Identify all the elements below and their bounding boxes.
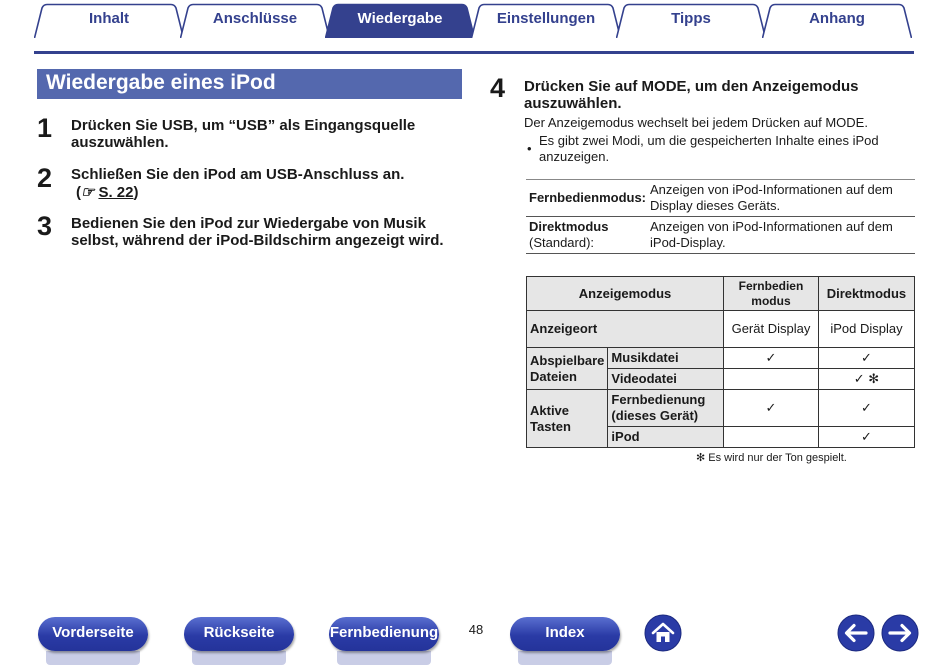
header-direktmodus: Direktmodus <box>818 277 914 311</box>
button-shadow <box>337 651 431 665</box>
arrow-right-icon <box>881 614 919 652</box>
row-group-aktive-tasten: Aktive Tasten <box>527 390 608 448</box>
tab-label: Anhang <box>809 10 865 27</box>
tab-einstellungen[interactable] <box>471 3 621 38</box>
step-number-1: 1 <box>37 113 53 143</box>
bullet-icon: • <box>527 141 532 156</box>
step-text-4: Drücken Sie auf MODE, um den Anzeigemodus auszuwählen. <box>524 78 859 112</box>
forward-button[interactable] <box>881 614 919 652</box>
button-label: Vorderseite <box>38 617 148 651</box>
tab-label: Tipps <box>671 10 711 27</box>
mode-name: Direktmodus (Standard): <box>526 217 648 254</box>
tab-wiedergabe[interactable] <box>325 3 475 38</box>
step-text-3: Bedienen Sie den iPod zur Wiedergabe von Musik selbst, während der iPod-Bildschirm angezeigt wird. <box>71 215 444 249</box>
mode-table <box>526 179 915 254</box>
tab-anhang[interactable] <box>762 3 912 38</box>
pointing-hand-icon: ☞ <box>81 184 95 201</box>
check-icon: ✓ ✻ <box>818 369 914 390</box>
mode-row <box>526 180 915 217</box>
mode-name: Fernbedienmodus: <box>526 180 648 217</box>
header-anzeigemodus: Anzeigemodus <box>527 277 724 311</box>
tab-inhalt[interactable] <box>34 3 184 38</box>
tab-label: Einstellungen <box>496 10 596 27</box>
vorderseite-button[interactable] <box>38 617 148 665</box>
button-shadow <box>46 651 140 665</box>
cell-value: iPod Display <box>818 311 914 348</box>
check-icon: ✓ <box>818 427 914 448</box>
mode-desc: Anzeigen von iPod-Informationen auf dem iPod-Display. <box>648 217 915 254</box>
page-number: 48 <box>468 622 484 637</box>
step-text-2: Schließen Sie den iPod am USB-Anschluss an. <box>71 166 405 183</box>
row-label: Videodatei <box>608 369 724 390</box>
row-label: Fernbedienung (dieses Gerät) <box>608 390 724 427</box>
table-row <box>527 390 915 427</box>
row-label: Musikdatei <box>608 348 724 369</box>
check-icon: ✓ <box>724 390 819 427</box>
home-button[interactable] <box>644 614 682 652</box>
tab-label: Inhalt <box>89 10 129 27</box>
arrow-left-icon <box>837 614 875 652</box>
row-label: iPod <box>608 427 724 448</box>
mode-desc: Anzeigen von iPod-Informationen auf dem Display dieses Geräts. <box>648 180 915 217</box>
button-label: Index <box>510 617 620 651</box>
section-title: Wiedergabe eines iPod <box>37 69 462 99</box>
button-shadow <box>518 651 612 665</box>
row-label-anzeigeort: Anzeigeort <box>527 311 724 348</box>
cell-value <box>724 369 819 390</box>
ref-open: ( <box>76 184 81 201</box>
step-number-4: 4 <box>490 73 506 103</box>
page-reference <box>76 184 276 201</box>
page-reference-link[interactable]: S. 22 <box>98 184 134 201</box>
rueckseite-button[interactable] <box>184 617 294 665</box>
step-number-2: 2 <box>37 163 53 193</box>
home-icon <box>644 614 682 652</box>
tab-label: Anschlüsse <box>212 10 298 27</box>
back-button[interactable] <box>837 614 875 652</box>
row-group-abspielbare: Abspielbare Dateien <box>527 348 608 390</box>
cell-value <box>724 427 819 448</box>
check-icon: ✓ <box>724 348 819 369</box>
tab-bar-underline <box>34 51 914 54</box>
tab-tipps[interactable] <box>616 3 766 38</box>
fernbedienung-button[interactable] <box>329 617 439 665</box>
button-label: Fernbedienung <box>329 617 439 651</box>
check-icon: ✓ <box>818 390 914 427</box>
check-icon: ✓ <box>818 348 914 369</box>
feature-table <box>526 276 915 448</box>
table-row <box>527 348 915 369</box>
step-text-1: Drücken Sie USB, um “USB” als Eingangsquelle auszuwählen. <box>71 117 416 151</box>
tab-label: Wiedergabe <box>357 10 443 27</box>
button-label: Rückseite <box>184 617 294 651</box>
header-fernbedienmodus: Fernbedien modus <box>724 277 819 311</box>
footnote: ✻ Es wird nur der Ton gespielt. <box>696 452 847 464</box>
mode-row <box>526 217 915 254</box>
index-button[interactable] <box>510 617 620 665</box>
ref-close: ) <box>133 184 139 201</box>
button-shadow <box>192 651 286 665</box>
table-row <box>527 311 915 348</box>
table-header-row <box>527 277 915 311</box>
step-number-3: 3 <box>37 211 53 241</box>
step4-description: Der Anzeigemodus wechselt bei jedem Drücken auf MODE. <box>524 115 868 130</box>
cell-value: Gerät Display <box>724 311 819 348</box>
step4-bullet: Es gibt zwei Modi, um die gespeicherten Inhalte eines iPod anzuzeigen. <box>539 133 879 164</box>
tab-anschluesse[interactable] <box>180 3 330 38</box>
